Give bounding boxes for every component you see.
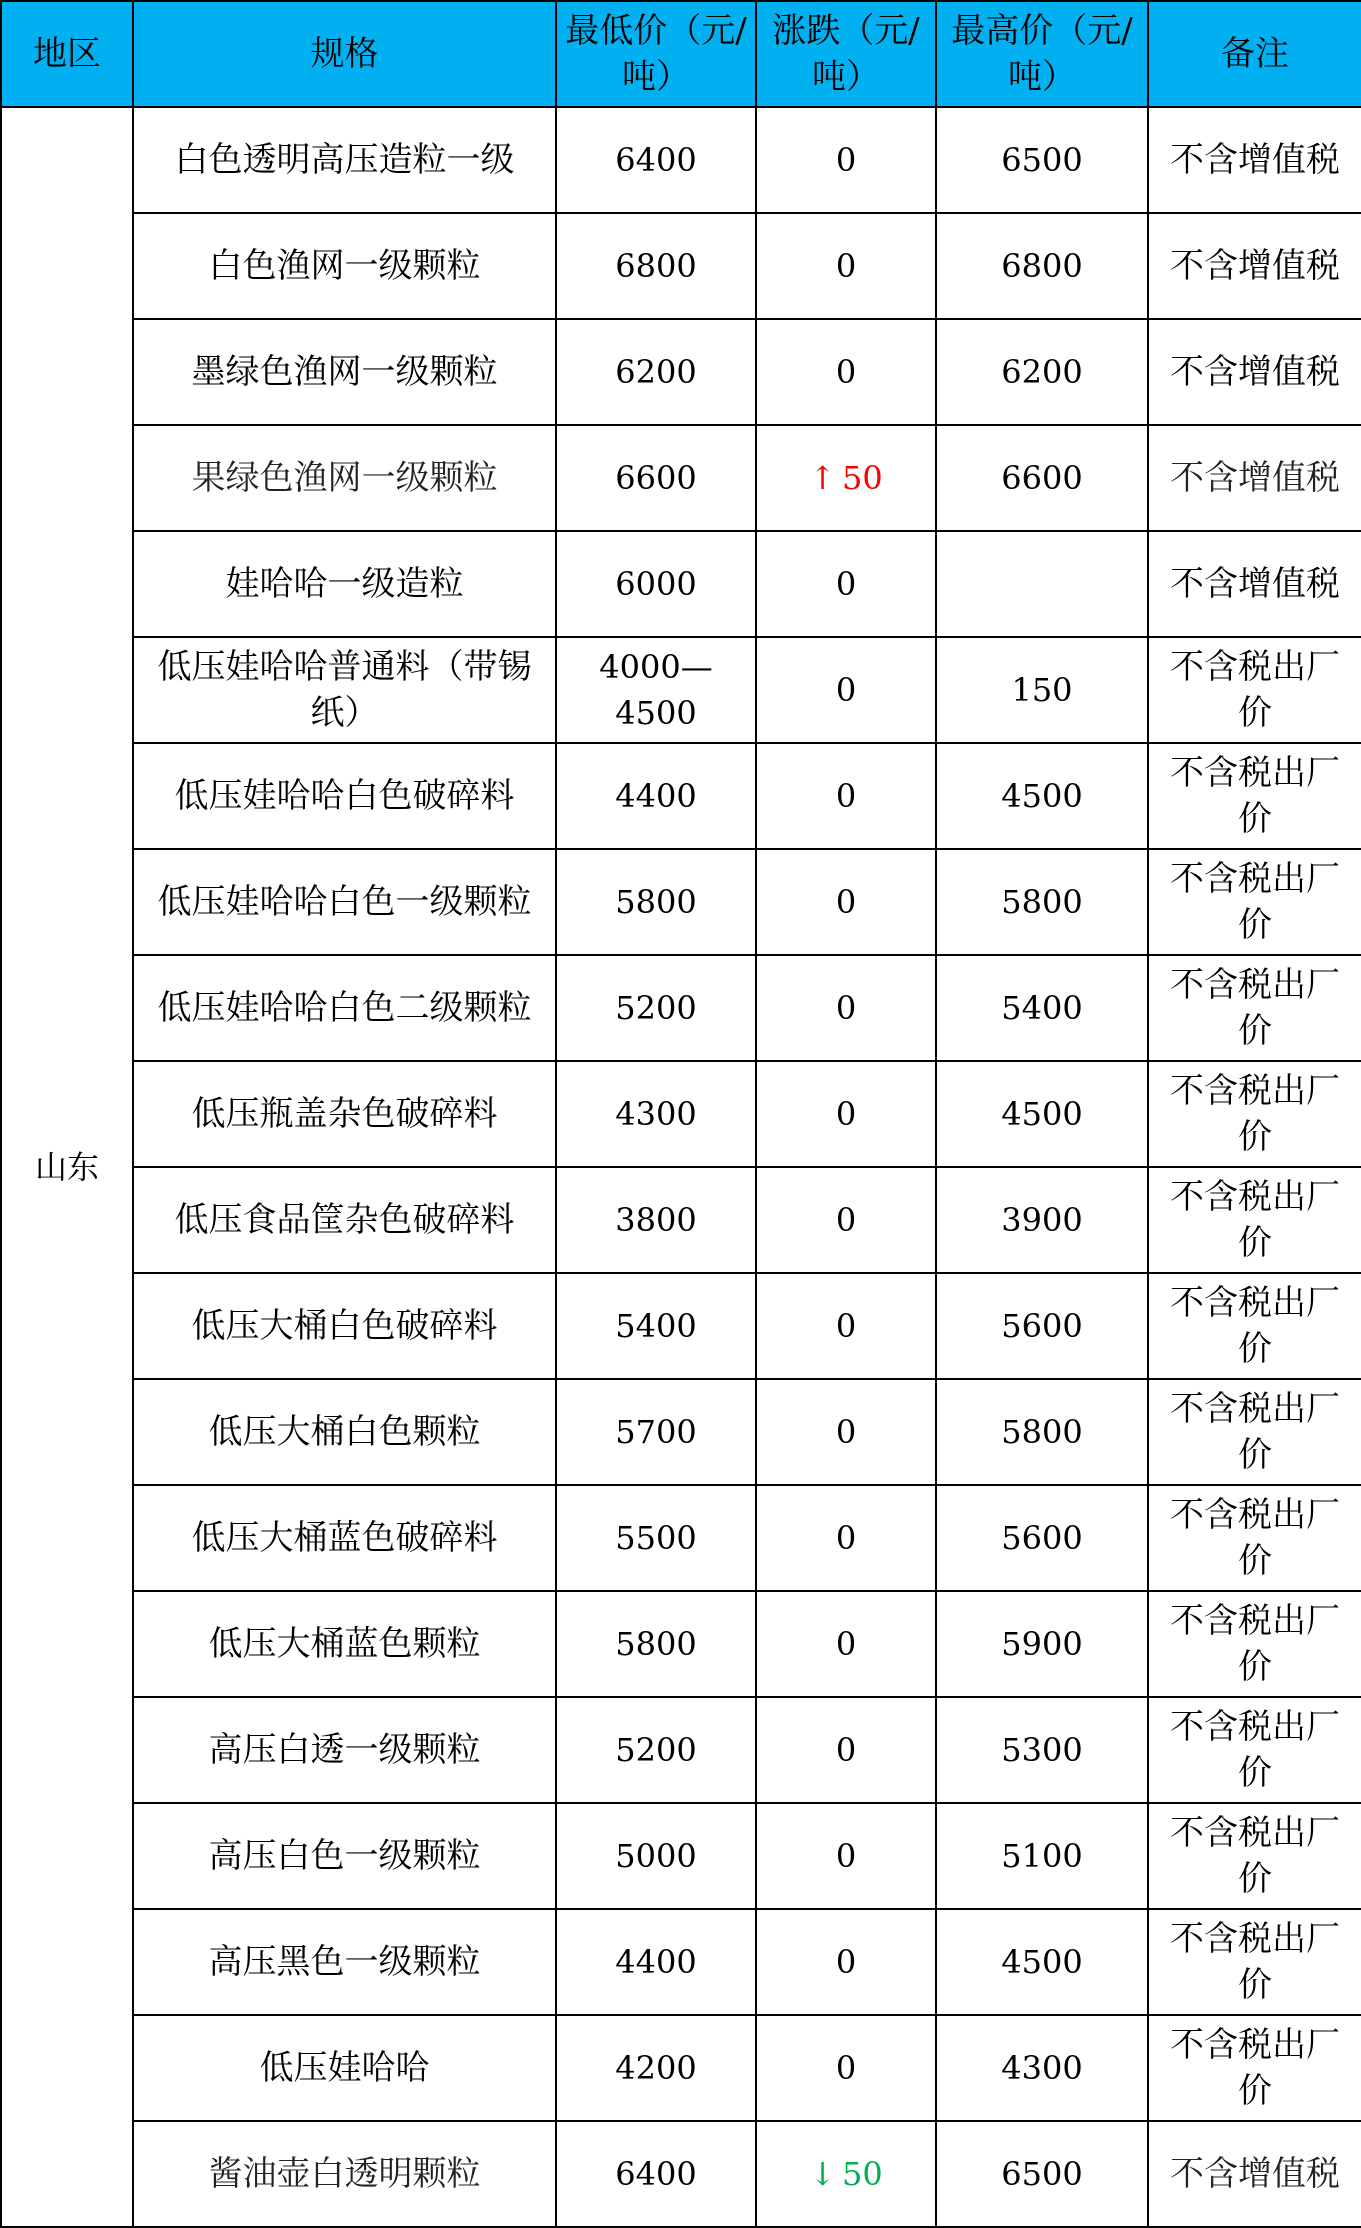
note-cell: 不含增值税 — [1148, 425, 1361, 531]
change-cell: 0 — [756, 1061, 936, 1167]
spec-cell: 低压食品筐杂色破碎料 — [133, 1167, 556, 1273]
max-price-cell: 6500 — [936, 107, 1148, 213]
table-row — [1, 107, 1361, 213]
min-price-cell: 5500 — [556, 1485, 756, 1591]
table-row — [1, 1273, 1361, 1379]
header-row — [1, 1, 1361, 107]
note-cell: 不含增值税 — [1148, 319, 1361, 425]
max-price-cell: 5100 — [936, 1803, 1148, 1909]
change-cell: 0 — [756, 1273, 936, 1379]
table-row — [1, 531, 1361, 637]
max-price-cell: 5900 — [936, 1591, 1148, 1697]
spec-cell: 酱油壶白透明颗粒 — [133, 2121, 556, 2227]
max-price-cell: 6200 — [936, 319, 1148, 425]
min-price-cell: 5200 — [556, 955, 756, 1061]
table-row — [1, 1061, 1361, 1167]
change-cell: 0 — [756, 743, 936, 849]
table-row — [1, 425, 1361, 531]
max-price-cell: 5600 — [936, 1273, 1148, 1379]
change-cell: 0 — [756, 1591, 936, 1697]
table-row — [1, 1485, 1361, 1591]
min-price-cell: 4400 — [556, 743, 756, 849]
note-cell: 不含税出厂价 — [1148, 955, 1361, 1061]
spec-cell: 果绿色渔网一级颗粒 — [133, 425, 556, 531]
min-price-cell: 4000—4500 — [556, 637, 756, 743]
change-cell: 0 — [756, 107, 936, 213]
note-cell: 不含税出厂价 — [1148, 1803, 1361, 1909]
note-cell: 不含增值税 — [1148, 107, 1361, 213]
spec-cell: 娃哈哈一级造粒 — [133, 531, 556, 637]
arrow-up-icon: ↑ — [809, 459, 837, 497]
table-row — [1, 1697, 1361, 1803]
spec-cell: 白色透明高压造粒一级 — [133, 107, 556, 213]
table-row — [1, 1167, 1361, 1273]
spec-cell: 高压白透一级颗粒 — [133, 1697, 556, 1803]
spec-cell: 高压黑色一级颗粒 — [133, 1909, 556, 2015]
min-price-cell: 4200 — [556, 2015, 756, 2121]
note-cell: 不含税出厂价 — [1148, 1273, 1361, 1379]
header-spec: 规格 — [133, 1, 556, 107]
min-price-cell: 6800 — [556, 213, 756, 319]
max-price-cell: 6500 — [936, 2121, 1148, 2227]
max-price-cell: 5400 — [936, 955, 1148, 1061]
spec-cell: 低压娃哈哈普通料（带锡纸） — [133, 637, 556, 743]
max-price-cell: 4500 — [936, 1061, 1148, 1167]
change-value: 50 — [842, 2155, 883, 2193]
header-min-price: 最低价（元/吨） — [556, 1, 756, 107]
arrow-down-icon: ↓ — [809, 2155, 837, 2193]
min-price-cell: 5000 — [556, 1803, 756, 1909]
spec-cell: 墨绿色渔网一级颗粒 — [133, 319, 556, 425]
note-cell: 不含税出厂价 — [1148, 1909, 1361, 2015]
table-row — [1, 1591, 1361, 1697]
change-up-indicator — [809, 459, 883, 497]
spec-cell: 低压娃哈哈白色二级颗粒 — [133, 955, 556, 1061]
table-row — [1, 849, 1361, 955]
min-price-cell: 5800 — [556, 849, 756, 955]
min-price-cell: 5200 — [556, 1697, 756, 1803]
table-row — [1, 319, 1361, 425]
note-cell: 不含税出厂价 — [1148, 2015, 1361, 2121]
note-cell: 不含税出厂价 — [1148, 1591, 1361, 1697]
note-cell: 不含税出厂价 — [1148, 1167, 1361, 1273]
table-row — [1, 2015, 1361, 2121]
table-row — [1, 1909, 1361, 2015]
spec-cell: 低压娃哈哈 — [133, 2015, 556, 2121]
min-price-cell: 6000 — [556, 531, 756, 637]
change-cell: 0 — [756, 1697, 936, 1803]
change-cell: 0 — [756, 319, 936, 425]
note-cell: 不含增值税 — [1148, 2121, 1361, 2227]
change-cell — [756, 425, 936, 531]
min-price-cell: 5700 — [556, 1379, 756, 1485]
max-price-cell: 4500 — [936, 743, 1148, 849]
table-row — [1, 955, 1361, 1061]
min-price-cell: 5400 — [556, 1273, 756, 1379]
change-cell: 0 — [756, 2015, 936, 2121]
max-price-cell: 5600 — [936, 1485, 1148, 1591]
change-cell: 0 — [756, 637, 936, 743]
spec-cell: 高压白色一级颗粒 — [133, 1803, 556, 1909]
table-row — [1, 2121, 1361, 2227]
note-cell: 不含增值税 — [1148, 531, 1361, 637]
max-price-cell: 4300 — [936, 2015, 1148, 2121]
max-price-cell: 5800 — [936, 849, 1148, 955]
max-price-cell: 6800 — [936, 213, 1148, 319]
min-price-cell: 6200 — [556, 319, 756, 425]
table-body — [1, 107, 1361, 2227]
max-price-cell: 5800 — [936, 1379, 1148, 1485]
max-price-cell: 6600 — [936, 425, 1148, 531]
table-row — [1, 743, 1361, 849]
change-cell: 0 — [756, 849, 936, 955]
min-price-cell: 4400 — [556, 1909, 756, 2015]
change-cell: 0 — [756, 1167, 936, 1273]
min-price-cell: 5800 — [556, 1591, 756, 1697]
min-price-cell: 6400 — [556, 107, 756, 213]
change-cell — [756, 2121, 936, 2227]
change-cell: 0 — [756, 955, 936, 1061]
note-cell: 不含增值税 — [1148, 213, 1361, 319]
table-row — [1, 637, 1361, 743]
note-cell: 不含税出厂价 — [1148, 1697, 1361, 1803]
max-price-cell: 4500 — [936, 1909, 1148, 2015]
note-cell: 不含税出厂价 — [1148, 743, 1361, 849]
change-cell: 0 — [756, 1485, 936, 1591]
change-cell: 0 — [756, 1803, 936, 1909]
note-cell: 不含税出厂价 — [1148, 1379, 1361, 1485]
max-price-cell: 5300 — [936, 1697, 1148, 1803]
header-note: 备注 — [1148, 1, 1361, 107]
table-row — [1, 1803, 1361, 1909]
min-price-cell: 6600 — [556, 425, 756, 531]
max-price-cell — [936, 531, 1148, 637]
change-cell: 0 — [756, 213, 936, 319]
change-cell: 0 — [756, 1909, 936, 2015]
spec-cell: 低压娃哈哈白色破碎料 — [133, 743, 556, 849]
min-price-cell: 6400 — [556, 2121, 756, 2227]
note-cell: 不含税出厂价 — [1148, 1485, 1361, 1591]
spec-cell: 低压大桶蓝色破碎料 — [133, 1485, 556, 1591]
change-down-indicator — [809, 2155, 883, 2193]
table-row — [1, 213, 1361, 319]
header-max-price: 最高价（元/吨） — [936, 1, 1148, 107]
header-region: 地区 — [1, 1, 133, 107]
change-cell: 0 — [756, 1379, 936, 1485]
min-price-cell: 4300 — [556, 1061, 756, 1167]
spec-cell: 低压瓶盖杂色破碎料 — [133, 1061, 556, 1167]
table-header — [1, 1, 1361, 107]
change-value: 50 — [842, 459, 883, 497]
spec-cell: 低压大桶蓝色颗粒 — [133, 1591, 556, 1697]
max-price-cell: 150 — [936, 637, 1148, 743]
note-cell: 不含税出厂价 — [1148, 1061, 1361, 1167]
note-cell: 不含税出厂价 — [1148, 637, 1361, 743]
max-price-cell: 3900 — [936, 1167, 1148, 1273]
min-price-cell: 3800 — [556, 1167, 756, 1273]
spec-cell: 低压大桶白色颗粒 — [133, 1379, 556, 1485]
spec-cell: 低压娃哈哈白色一级颗粒 — [133, 849, 556, 955]
table-row — [1, 1379, 1361, 1485]
spec-cell: 低压大桶白色破碎料 — [133, 1273, 556, 1379]
spec-cell: 白色渔网一级颗粒 — [133, 213, 556, 319]
note-cell: 不含税出厂价 — [1148, 849, 1361, 955]
region-cell: 山东 — [1, 107, 133, 2227]
header-change: 涨跌（元/吨） — [756, 1, 936, 107]
change-cell: 0 — [756, 531, 936, 637]
